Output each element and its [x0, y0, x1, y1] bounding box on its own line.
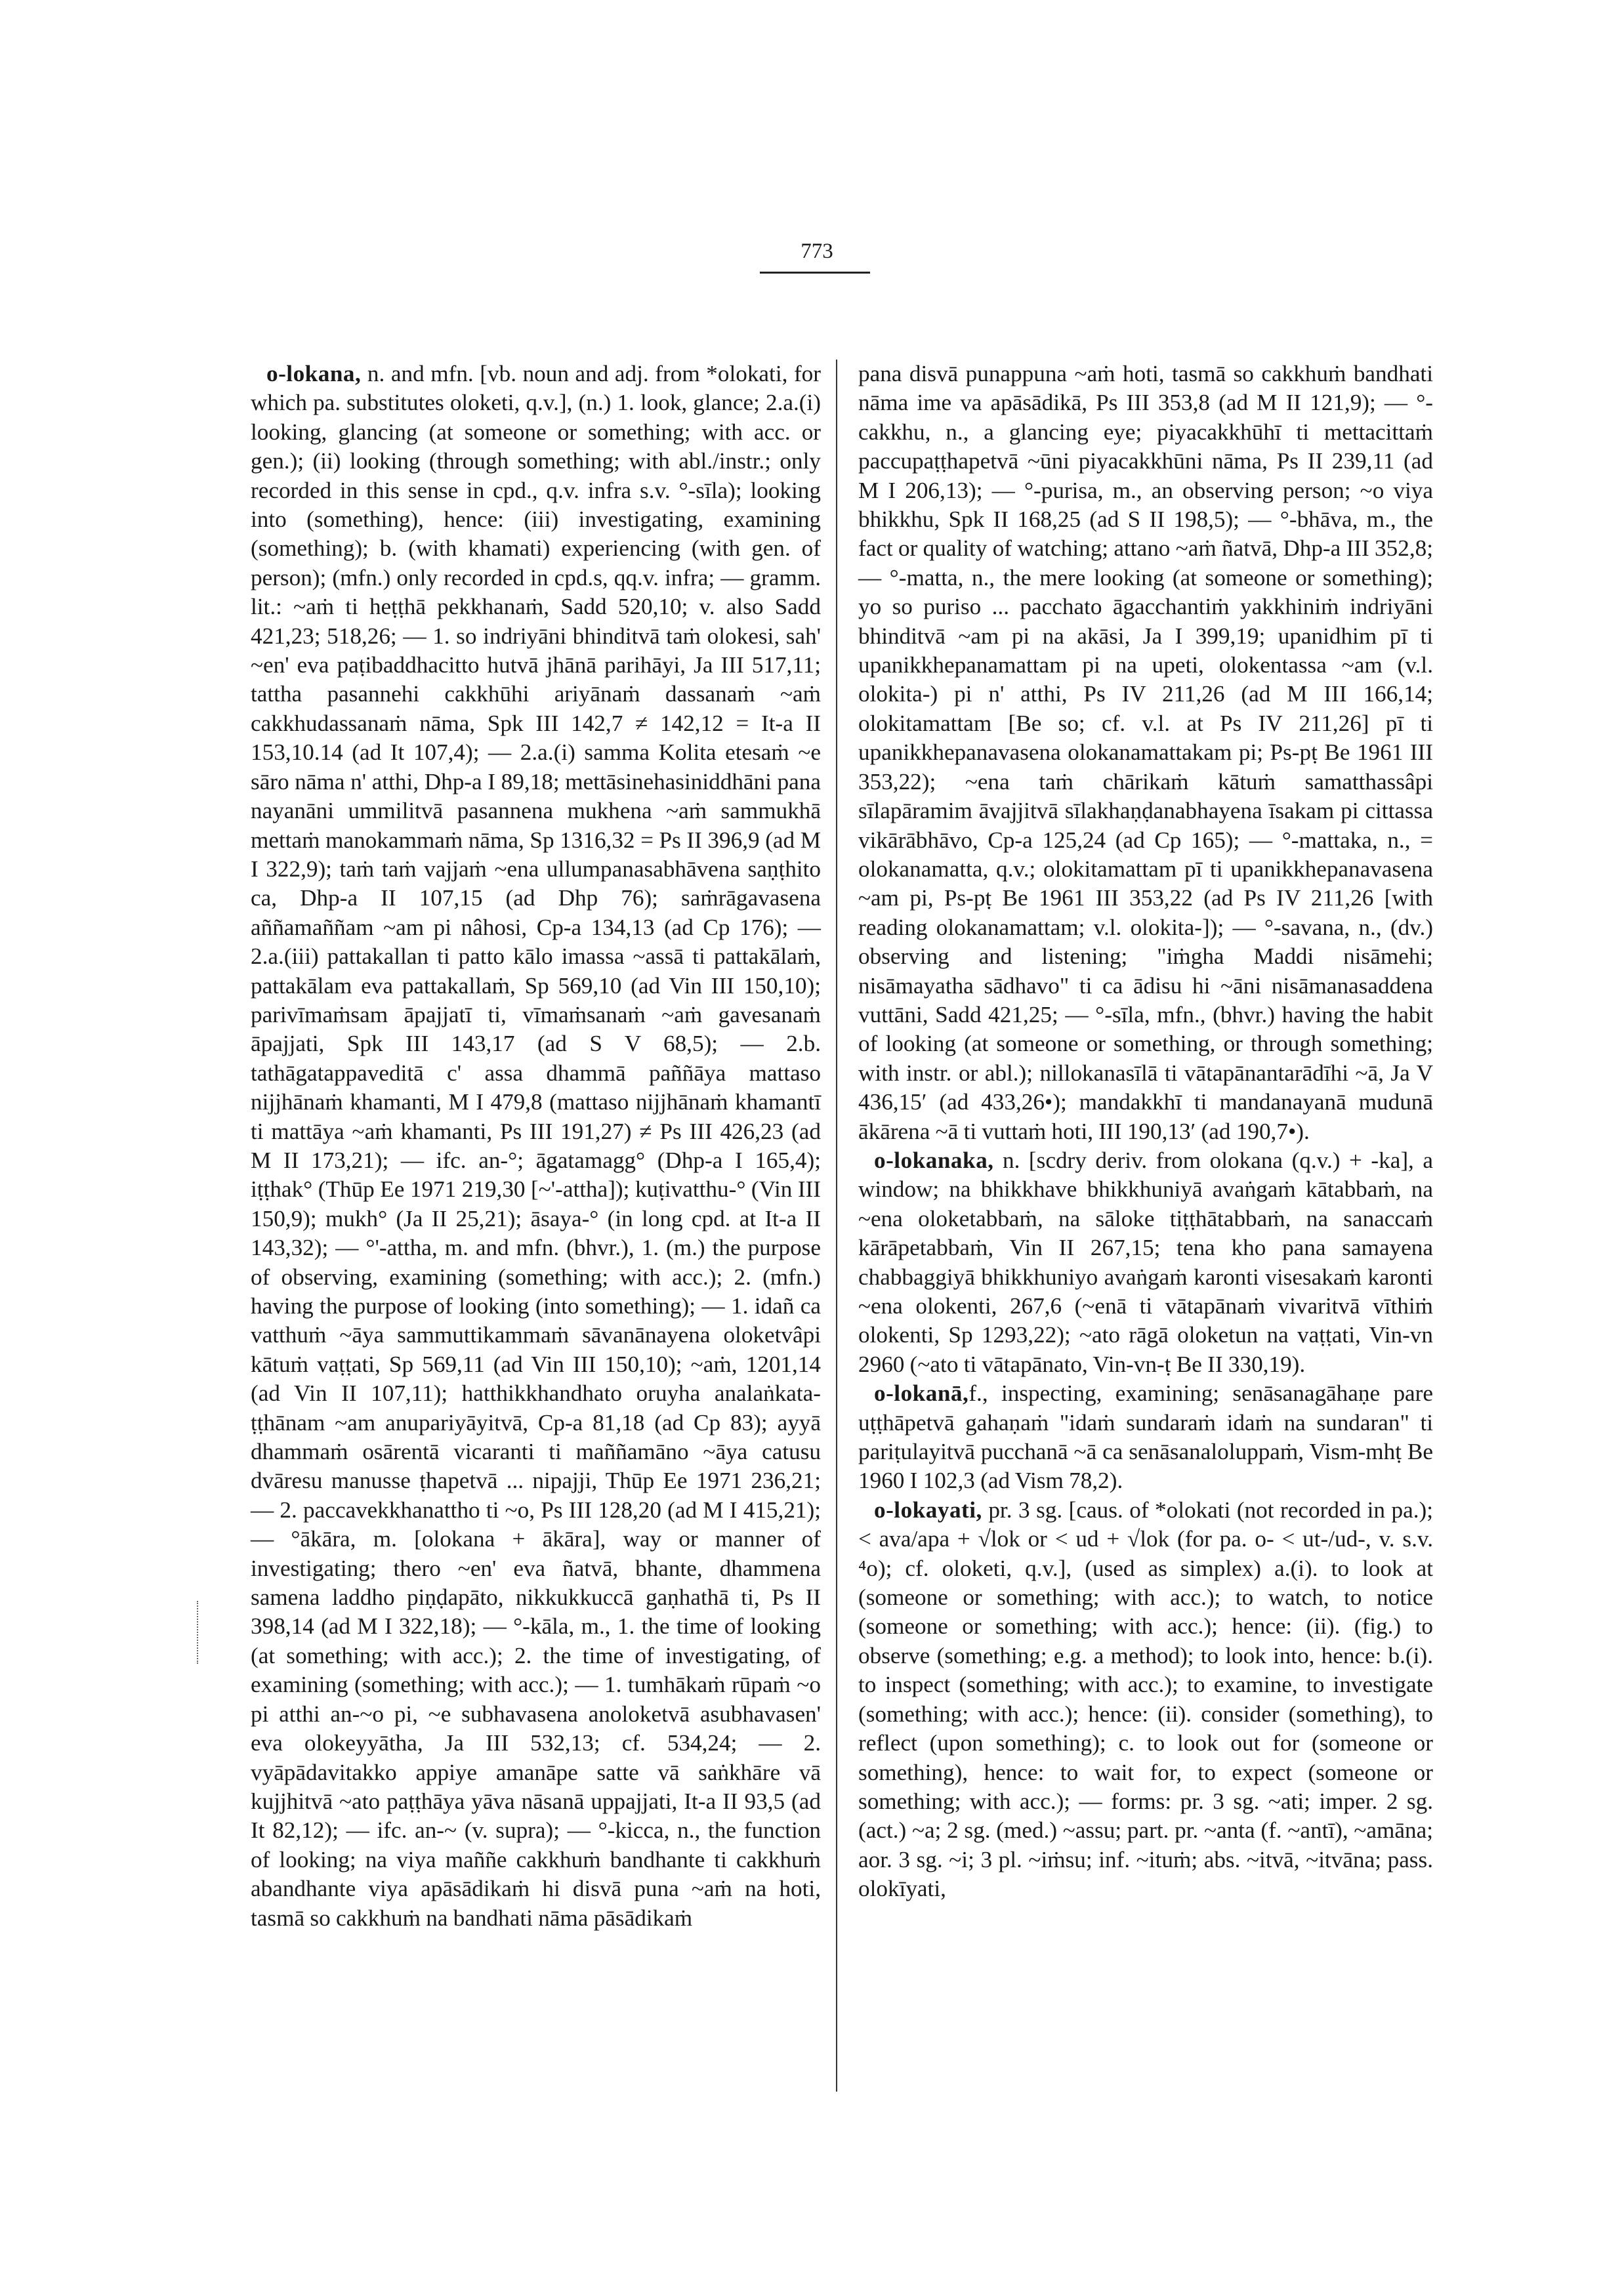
- column-divider: [836, 360, 837, 2092]
- header-rule: [760, 272, 870, 274]
- headword: o-lokana,: [266, 361, 362, 386]
- entry-olokayati: [858, 1496, 1433, 1904]
- right-column: [858, 360, 1433, 1904]
- entry-text: pana disvā punappuna ~aṁ hoti, tasmā so cakkhuṁ bandhati nāma ime va apāsādikā, Ps III 353,8 (ad M II 121,9); — °-cakkhu, n., a glancing eye; piyacakkhūhī ti mettacittaṁ paccupaṭṭhapetvā ~ūni piyacakkhūni nāma, Ps II 239,11 (ad M I 206,13); — °-purisa, m., an observing person; ~o viya bhikkhu, Spk II 168,25 (ad S II 198,5); — °-bhāva, m., the fact or quality of watching; attano ~aṁ ñatvā, Dhp-a III 352,8; — °-matta, n., the mere looking (at someone or something); yo so puriso ... pacchato āgacchantiṁ yakkhiniṁ indriyāni bhinditvā ~am pi na akāsi, Ja I 399,19; upanidhim pī ti upanikkhepanamattam pi na upeti, olokentassa ~am (v.l. olokita-) pi n' atthi, Ps IV 211,26 (ad M III 166,14; olokitamattam [Be so; cf. v.l. at Ps IV 211,26] pī ti upanikkhepanavasena olokanamattakam pi; Ps-pṭ Be 1961 III 353,22); ~ena taṁ chārikaṁ kātuṁ samatthassâpi sīlapāramim āvajjitvā sīlakhaṇḍanabhayena īsakam pi cittassa vikārābhāvo, Cp-a 125,24 (ad Cp 165); — °-mattaka, n., = olokanamatta, q.v.; olokitamattam pī ti upanikkhepanavasena ~am pi, Ps-pṭ Be 1961 III 353,22 (ad Ps IV 211,26 [with reading olokanamattam; v.l. olokita-]); — °-savana, n., (dv.) observing and listening; "iṁgha Maddi nisāmehi; nisāmayatha sādhavo" ti ca ādisu hi ~āni nisāmanasaddena vuttāni, Sadd 421,25; — °-sīla, mfn., (bhvr.) having the habit of looking (at someone or something, or through something; with instr. or abl.); nillokanasīlā ti vātapānantarādīhi ~ā, Ja V 436,15′ (ad 433,26•); mandakkhī ti mandanayanā mudunā ākārena ~ā ti vuttaṁ hoti, III 190,13′ (ad 190,7•).: [858, 361, 1433, 1144]
- margin-mark: [197, 1601, 198, 1664]
- page-number: 773: [801, 239, 833, 263]
- entry-olokana: [251, 360, 821, 1933]
- headword: o-lokanā,: [874, 1380, 969, 1407]
- entry-text: n. and mfn. [vb. noun and adj. from *olokati, for which pa. substitutes oloketi, q.v.], (n.) 1. look, glance; 2.a.(i) looking, glancing (at someone or something; with acc. or gen.); (ii) looking (through something; with abl./instr.; only recorded in this sense in cpd., q.v. infra s.v. °-sīla); looking into (something), hence: (iii) investigating, examining (something); b. (with khamati) experiencing (with gen. of person); (mfn.) only recorded in cpd.s, qq.v. infra; — gramm. lit.: ~aṁ ti heṭṭhā pekkhanaṁ, Sadd 520,10; v. also Sadd 421,23; 518,26; — 1. so indriyāni bhinditvā taṁ olokesi, sah' ~en' eva paṭibaddhacitto hutvā jhānā parihāyi, Ja III 517,11; tattha pasannehi cakkhūhi ariyānaṁ dassanaṁ ~aṁ cakkhudassanaṁ nāma, Spk III 142,7 ≠ 142,12 = It-a II 153,10.14 (ad It 107,4); — 2.a.(i) samma Kolita etesaṁ ~e sāro nāma n' atthi, Dhp-a I 89,18; mettāsinehasiniddhāni pana nayanāni ummilitvā pasannena mukhena ~aṁ sammukhā mettaṁ manokammaṁ nāma, Sp 1316,32 = Ps II 396,9 (ad M I 322,9); taṁ taṁ vajjaṁ ~ena ullumpanasabhāvena saṇṭhito ca, Dhp-a II 107,15 (ad Dhp 76); saṁrāgavasena aññamaññam ~am pi nâhosi, Cp-a 134,13 (ad Cp 176); — 2.a.(iii) pattakallan ti patto kālo imassa ~assā ti pattakālaṁ, pattakālam eva pattakallaṁ, Sp 569,10 (ad Vin III 150,10); parivīmaṁsam āpajjatī ti, vīmaṁsanaṁ ~aṁ gavesanaṁ āpajjati, Spk III 143,17 (ad S V 68,5); — 2.b. tathāgatappaveditā c' assa dhammā paññāya mattaso nijjhānaṁ khamanti, M I 479,8 (mattaso nijjhānaṁ khamantī ti mattāya ~aṁ khamanti, Ps III 191,27) ≠ Ps III 426,23 (ad M II 173,21); — ifc. an-°; āgatamagg° (Dhp-a I 165,4); iṭṭhak° (Thūp Ee 1971 219,30 [~'-attha]); kuṭivatthu-° (Vin III 150,9); mukh° (Ja II 25,21); āsaya-° (in long cpd. at It-a II 143,32); — °'-attha, m. and mfn. (bhvr.), 1. (m.) the purpose of observing, examining (something; with acc.); 2. (mfn.) having the purpose of looking (into something); — 1. idañ ca vatthuṁ ~āya sammuttikammaṁ sāvanānayena oloketvâpi kātuṁ vaṭṭati, Sp 569,11 (ad Vin III 150,10); ~aṁ, 1201,14 (ad Vin II 107,11); hatthikkhandhato oruyha analaṅkata-ṭṭhānam ~am anupariyāyitvā, Cp-a 81,18 (ad Cp 83); ayyā dhammaṁ osārentā vicaranti ti maññamāno ~āya catusu dvāresu manusse ṭhapetvā ... nipajji, Thūp Ee 1971 236,21; — 2. paccavekkhanattho ti ~o, Ps III 128,20 (ad M I 415,21); — °ākāra, m. [olokana + ākāra], way or manner of investigating; thero ~en' eva ñatvā, bhante, dhammena samena laddho piṇḍapāto, nikkukkuccā gaṇhathā ti, Ps II 398,14 (ad M I 322,18); — °-kāla, m., 1. the time of looking (at something; with acc.); 2. the time of investigating, of examining (something; with acc.); — 1. tumhākaṁ rūpaṁ ~o pi atthi an-~o pi, ~e subhavasena anoloketvā asubhavasen' eva olokeyyātha, Ja III 532,13; cf. 534,24; — 2. vyāpādavitakko appiye amanāpe satte vā saṅkhāre vā kujjhitvā ~ato paṭṭhāya yāva nāsanā uppajjati, It-a II 93,5 (ad It 82,12); — ifc. an-~ (v. supra); — °-kicca, n., the function of looking; na viya maññe cakkhuṁ bandhante ti cakkhuṁ abandhante viya apāsādikaṁ hi disvā puna ~aṁ na hoti, tasmā so cakkhuṁ na bandhati nāma pāsādikaṁ: [251, 361, 821, 1931]
- left-column: [251, 360, 821, 1933]
- entry-olokana-fem: [858, 1379, 1433, 1496]
- headword: o-lokayati,: [874, 1497, 982, 1523]
- entry-olokana-continued: [858, 360, 1433, 1146]
- entry-olokanaka: [858, 1146, 1433, 1379]
- entry-text: f., inspecting, examining; senāsanagāhaṇe pare uṭṭhāpetvā gahaṇaṁ "idaṁ sundaraṁ idaṁ na sundaran" ti pariṭulayitvā pucchanā ~ā ca senāsanaloluppaṁ, Vism-mhṭ Be 1960 I 102,3 (ad Vism 78,2).: [858, 1380, 1433, 1494]
- entry-text: pr. 3 sg. [caus. of *olokati (not recorded in pa.); < ava/apa + √lok or < ud + √lok (for pa. o- < ut-/ud-, v. s.v. ⁴o); cf. oloketi, q.v.], (used as simplex) a.(i). to look at (someone or something; with acc.); to watch, to notice (someone or something; with acc.); hence: (ii). (fig.) to observe (something; e.g. a method); to look into, hence: b.(i). to inspect (something; with acc.); to examine, to investigate (something; with acc.); hence: (ii). consider (something), to reflect (upon something); c. to look out for (someone or something), hence: to wait for, to expect (someone or something; with acc.); — forms: pr. 3 sg. ~ati; imper. 2 sg. (act.) ~a; 2 sg. (med.) ~assu; part. pr. ~anta (f. ~antī), ~amāna; aor. 3 sg. ~i; 3 pl. ~iṁsu; inf. ~ituṁ; abs. ~itvā, ~itvāna; pass. olokīyati,: [858, 1497, 1433, 1902]
- headword: o-lokanaka,: [874, 1147, 994, 1173]
- entry-text: n. [scdry deriv. from olokana (q.v.) + -ka], a window; na bhikkhave bhikkhuniyā avaṅgaṁ kātabbaṁ, na ~ena oloketabbaṁ, na sāloke tiṭṭhātabbaṁ, na sanaccaṁ kārāpetabbaṁ, Vin II 267,15; tena kho pana samayena chabbaggiyā bhikkhuniyo avaṅgaṁ karonti visesakaṁ karonti ~ena olokenti, 267,6 (~enā ti vātapānaṁ vivaritvā vīthiṁ olokenti, Sp 1293,22); ~ato rāgā oloketun na vaṭṭati, Vin-vn 2960 (~ato ti vātapānato, Vin-vn-ṭ Be II 330,19).: [858, 1147, 1433, 1377]
